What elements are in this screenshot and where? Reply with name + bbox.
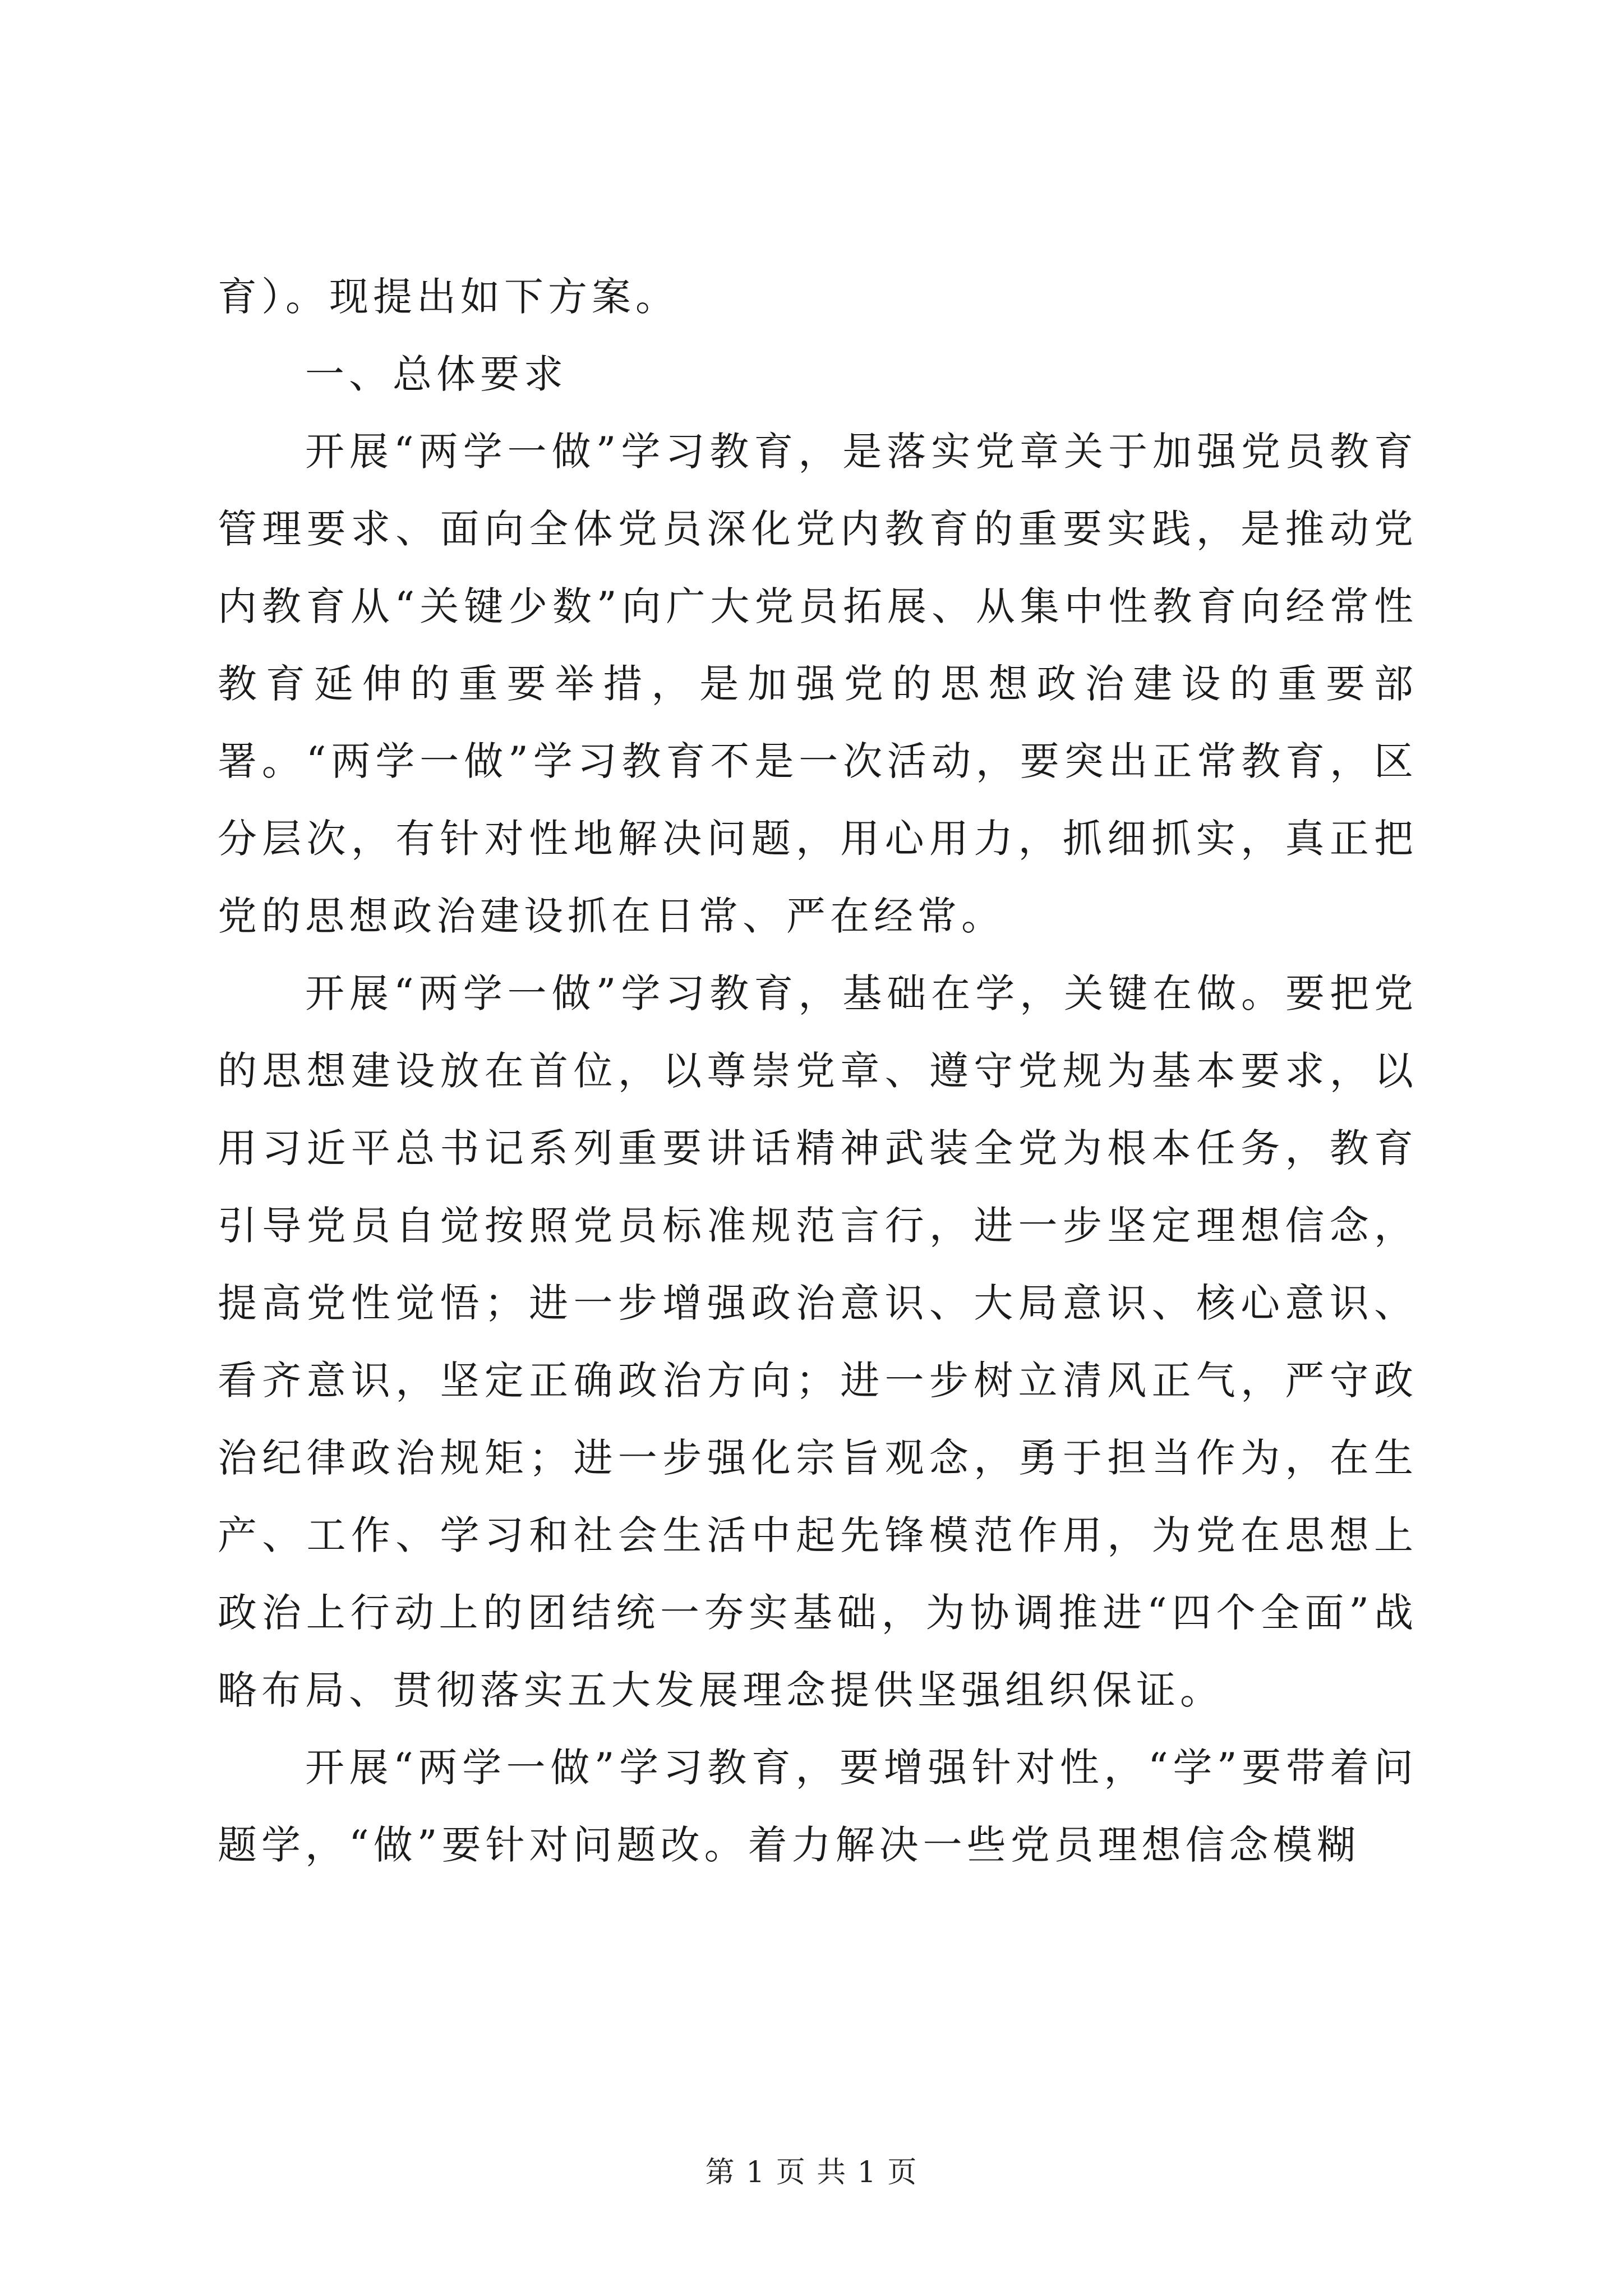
body-paragraph: 开展“两学一做”学习教育，基础在学，关键在做。要把党的思想建设放在首位，以尊崇党章、遵守党规为基本要求，以用习近平总书记系列重要讲话精神武装全党为根本任务，教育引导党员自觉按照党员标准规范言行，进一步坚定理想信念，提高党性觉悟；进一步增强政治意识、大局意识、核心意识、看齐意识，坚定正确政治方向；进一步树立清风正气，严守政治纪律政治规矩；进一步强化宗旨观念，勇于担当作为，在生产、工作、学习和社会生活中起先锋模范作用，为党在思想上政治上行动上的团结统一夯实基础，为协调推进“四个全面”战略布局、贯彻落实五大发展理念提供坚强组织保证。 <box>218 970 1418 1713</box>
body-paragraph: 开展“两学一做”学习教育，要增强针对性，“学”要带着问题学，“做”要针对问题改。着力解决一些党员理想信念模糊 <box>218 1745 1418 1868</box>
section-heading: 一、总体要求 <box>305 351 568 397</box>
document-body <box>218 258 1418 1884</box>
page-footer: 第 1 页 共 1 页 <box>705 2156 918 2189</box>
body-paragraph: 开展“两学一做”学习教育，是落实党章关于加强党员教育管理要求、面向全体党员深化党内教育的重要实践，是推动党内教育从“关键少数”向广大党员拓展、从集中性教育向经常性教育延伸的重要举措，是加强党的思想政治建设的重要部署。“两学一做”学习教育不是一次活动，要突出正常教育，区分层次，有针对性地解决问题，用心用力，抓细抓实，真正把党的思想政治建设抓在日常、严在经常。 <box>218 429 1418 939</box>
continuation-paragraph: 育）。现提出如下方案。 <box>218 274 679 320</box>
